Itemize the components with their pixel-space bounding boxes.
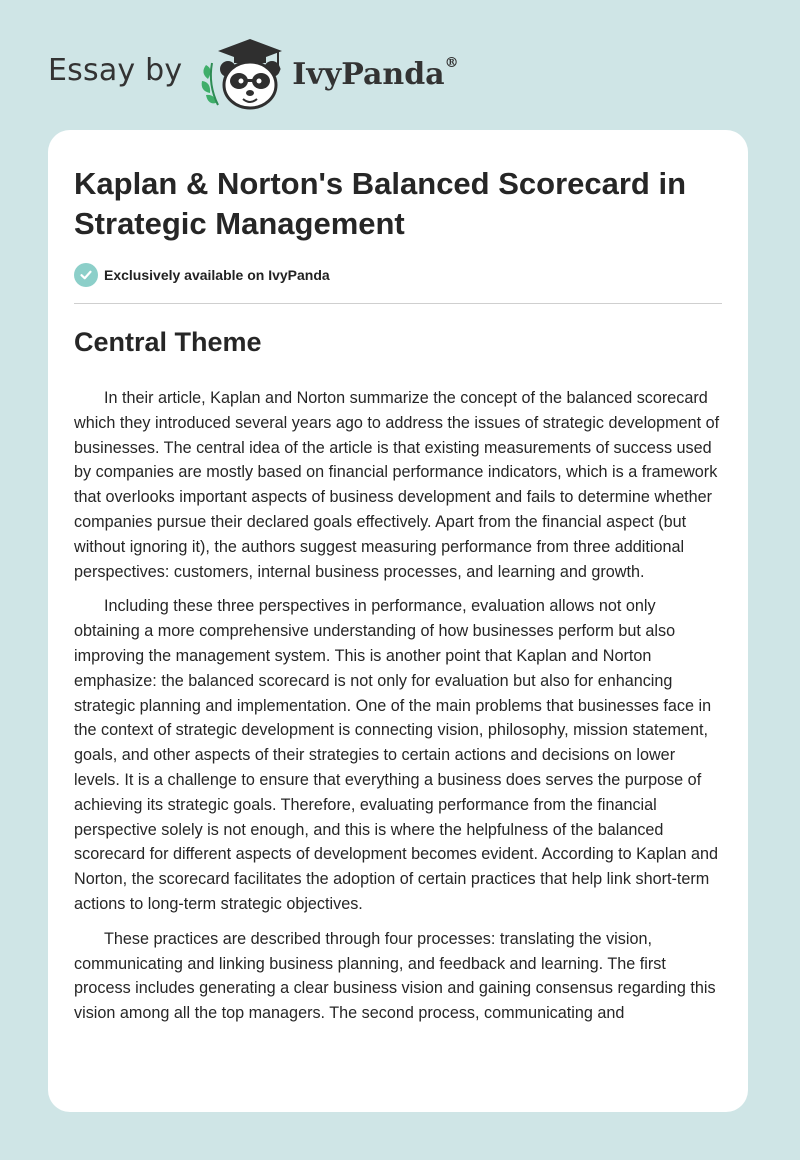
essay-card <box>48 130 748 1112</box>
section-heading: Central Theme <box>74 327 262 357</box>
paragraph: These practices are described through four processes: translating the vision, communicating and linking business planning, and feedback and learning. The first process includes generating a clear business vision and gaining consensus regarding this vision among all the top managers. The second process, communicating and <box>74 929 716 1023</box>
essay-by-label: Essay by <box>48 52 183 88</box>
brand-text: IvyPanda <box>292 56 445 92</box>
registered-mark: ® <box>444 54 459 71</box>
exclusive-badge <box>74 263 330 287</box>
essay-title: Kaplan & Norton's Balanced Scorecard in Strategic Management <box>74 166 687 241</box>
panda-logo-icon[interactable] <box>198 33 286 113</box>
divider <box>74 303 722 304</box>
exclusive-label: Exclusively available on IvyPanda <box>104 267 330 283</box>
essay-body <box>74 386 724 1036</box>
paragraph: Including these three perspectives in performance, evaluation allows not only obtaining a more comprehensive understanding of how businesses perform but also improving the management system. This is another point that Kaplan and Norton emphasize: the balanced scorecard is not only for evaluation but also for enhancing strategic planning and implementation. One of the main problems that businesses face in the context of strategic development is connecting vision, philosophy, mission statement, goals, and other aspects of their strategies to certain actions and decisions on lower levels. It is a challenge to ensure that everything a business does serves the purpose of achieving its strategic goals. Therefore, evaluating performance from the financial perspective solely is not enough, and this is where the helpfulness of the balanced scorecard for different aspects of development becomes evident. According to Kaplan and Norton, the scorecard facilitates the adoption of certain practices that help link short-term actions to long-term strategic objectives. <box>74 597 718 913</box>
check-circle-icon <box>74 263 98 287</box>
site-header <box>48 28 459 118</box>
brand-name[interactable] <box>292 54 459 92</box>
paragraph: In their article, Kaplan and Norton summarize the concept of the balanced scorecard which they introduced several years ago to address the issues of strategic development of businesses. The central idea of the article is that existing measurements of success used by companies are mostly based on financial performance indicators, which is a framework that overlooks important aspects of business development and fails to determine whether companies pursue their declared goals effectively. Apart from the financial aspect (but without ignoring it), the authors suggest measuring performance from three additional perspectives: customers, internal business processes, and learning and growth. <box>74 389 720 581</box>
